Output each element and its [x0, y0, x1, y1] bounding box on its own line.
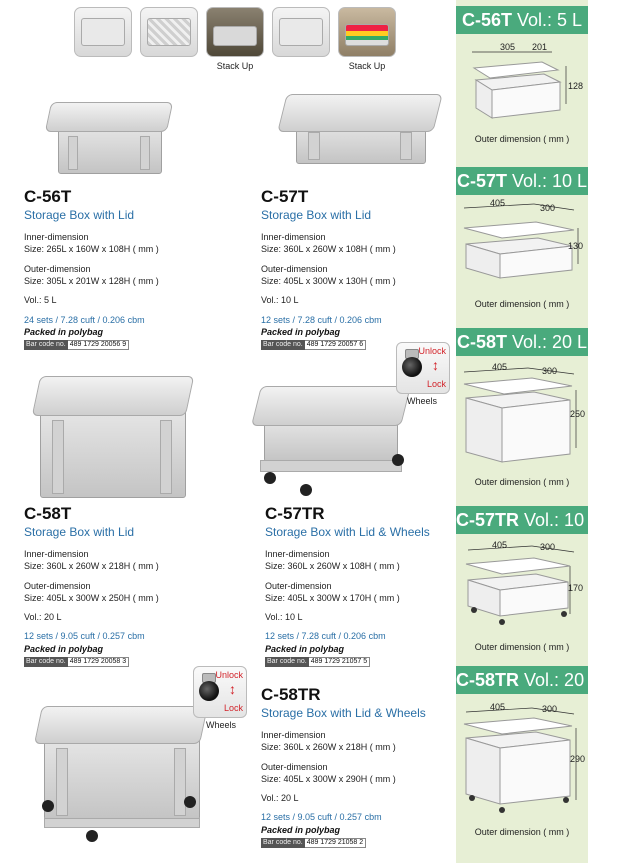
barcode-label: Bar code no.: [263, 839, 303, 846]
spec-caption: Outer dimension ( mm ): [474, 827, 570, 837]
packed-in-polybag: Packed in polybag: [261, 327, 341, 337]
outer-dimension-label: Outer-dimension: [24, 264, 91, 274]
dimension-height: 128: [568, 81, 584, 91]
spec-caption: Outer dimension ( mm ): [474, 477, 570, 487]
barcode: [261, 340, 366, 350]
dimension-width: 300: [540, 542, 556, 552]
up-down-arrow-icon: ↕: [229, 681, 236, 697]
outer-dimension-size: Size: 305L x 201W x 128H ( mm ): [24, 276, 159, 286]
spec-title: C-56T Vol.: 5 L: [456, 6, 588, 34]
wheels-caption: Wheels: [206, 720, 237, 730]
product-subtitle: Storage Box with Lid & Wheels: [261, 706, 426, 720]
inner-dimension-label: Inner-dimension: [261, 232, 326, 242]
spec-caption: Outer dimension ( mm ): [474, 134, 570, 144]
inner-dimension-label: Inner-dimension: [265, 549, 330, 559]
dimension-length: 405: [490, 702, 506, 712]
dimension-height: 290: [570, 754, 586, 764]
inner-dimension-label: Inner-dimension: [24, 549, 89, 559]
product-subtitle: Storage Box with Lid: [24, 525, 135, 539]
wheels-caption: Wheels: [407, 396, 438, 406]
outer-dimension-label: Outer-dimension: [24, 581, 91, 591]
product-code: C-57T: [261, 187, 309, 206]
volume: Vol.: 20 L: [24, 612, 62, 622]
barcode: [24, 340, 129, 350]
inner-dimension-size: Size: 360L x 260W x 218H ( mm ): [24, 561, 159, 571]
castor-wheel-icon: [199, 681, 219, 701]
lock-label: Lock: [426, 379, 446, 389]
outer-dimension-size: Size: 405L x 300W x 170H ( mm ): [265, 593, 400, 603]
inner-dimension-size: Size: 265L x 160W x 108H ( mm ): [24, 244, 159, 254]
unlock-label: Unlock: [215, 670, 243, 680]
packing-sets: 12 sets / 9.05 cuft / 0.257 cbm: [24, 631, 145, 641]
barcode-number: 489 1729 20056 9: [68, 340, 129, 350]
dimension-width: 300: [542, 366, 558, 376]
inner-dimension-label: Inner-dimension: [261, 730, 326, 740]
product-code: C-58TR: [261, 685, 321, 704]
barcode: [265, 657, 370, 667]
barcode: [261, 838, 366, 848]
dimension-width: 300: [542, 704, 558, 714]
barcode-label: Bar code no.: [26, 658, 66, 665]
wheels-lock-badge: [396, 342, 450, 394]
packed-in-polybag: Packed in polybag: [265, 644, 345, 654]
inner-dimension-size: Size: 360L x 260W x 108H ( mm ): [261, 244, 396, 254]
volume: Vol.: 10 L: [265, 612, 303, 622]
inner-dimension-label: Inner-dimension: [24, 232, 89, 242]
barcode-label: Bar code no.: [267, 658, 307, 665]
lock-label: Lock: [223, 703, 243, 713]
barcode-number: 489 1729 21058 2: [305, 838, 366, 848]
dimension-diagram: [456, 362, 588, 474]
dimension-height: 250: [570, 409, 586, 419]
barcode-label: Bar code no.: [26, 341, 66, 348]
packed-in-polybag: Packed in polybag: [24, 644, 104, 654]
packing-sets: 12 sets / 7.28 cuft / 0.206 cbm: [261, 315, 382, 325]
dimension-diagram: [456, 538, 588, 640]
outer-dimension-size: Size: 405L x 300W x 250H ( mm ): [24, 593, 159, 603]
wheels-lock-badge: [193, 666, 247, 718]
dimension-length: 405: [490, 198, 506, 208]
outer-dimension-label: Outer-dimension: [261, 762, 328, 772]
volume: Vol.: 5 L: [24, 295, 57, 305]
thumbnail-lid-detail: [140, 7, 198, 57]
barcode-number: 489 1729 20057 6: [305, 340, 366, 350]
product-subtitle: Storage Box with Lid: [261, 208, 372, 222]
dimension-width: 201: [532, 42, 548, 52]
volume: Vol.: 20 L: [261, 793, 299, 803]
product-code: C-56T: [24, 187, 72, 206]
volume: Vol.: 10 L: [261, 295, 299, 305]
unlock-label: Unlock: [418, 346, 446, 356]
spec-title: C-57T Vol.: 10 L: [456, 167, 588, 195]
thumbnail-stack-up-car: [206, 7, 264, 57]
packed-in-polybag: Packed in polybag: [261, 825, 341, 835]
outer-dimension-label: Outer-dimension: [261, 264, 328, 274]
dimension-width: 300: [540, 203, 556, 213]
outer-dimension-size: Size: 405L x 300W x 130H ( mm ): [261, 276, 396, 286]
thumbnail-caption: Stack Up: [216, 61, 254, 71]
dimension-height: 170: [568, 583, 584, 593]
dimension-length: 305: [500, 42, 516, 52]
dimension-diagram: [456, 198, 588, 293]
spec-caption: Outer dimension ( mm ): [474, 642, 570, 652]
packing-sets: 12 sets / 7.28 cuft / 0.206 cbm: [265, 631, 386, 641]
spec-title: C-58TR Vol.: 20 L: [456, 666, 588, 694]
product-photo-c57t: [278, 88, 442, 170]
packed-in-polybag: Packed in polybag: [24, 327, 104, 337]
dimension-diagram: [456, 700, 588, 822]
packing-sets: 24 sets / 7.28 cuft / 0.206 cbm: [24, 315, 145, 325]
dimension-length: 405: [492, 362, 508, 372]
dimension-height: 130: [568, 241, 584, 251]
packing-sets: 12 sets / 9.05 cuft / 0.257 cbm: [261, 812, 382, 822]
product-subtitle: Storage Box with Lid & Wheels: [265, 525, 430, 539]
inner-dimension-size: Size: 360L x 260W x 218H ( mm ): [261, 742, 396, 752]
dimension-length: 405: [492, 540, 508, 550]
castor-wheel-icon: [402, 357, 422, 377]
barcode-number: 489 1729 21057 5: [309, 657, 370, 667]
thumbnail-box-with-lid: [74, 7, 132, 57]
product-photo-c58tr: [34, 700, 212, 850]
dimension-diagram: [456, 40, 588, 130]
spec-title: C-57TR Vol.: 10 L: [456, 506, 588, 534]
barcode: [24, 657, 129, 667]
product-photo-c56t: [44, 96, 174, 178]
product-photo-c58t: [30, 368, 196, 504]
outer-dimension-label: Outer-dimension: [265, 581, 332, 591]
barcode-number: 489 1729 20058 3: [68, 657, 129, 667]
product-subtitle: Storage Box with Lid: [24, 208, 135, 222]
spec-caption: Outer dimension ( mm ): [474, 299, 570, 309]
up-down-arrow-icon: ↕: [432, 357, 439, 373]
product-code: C-57TR: [265, 504, 325, 523]
thumbnail-caption: Stack Up: [348, 61, 386, 71]
thumbnail-stack-up-filled: [338, 7, 396, 57]
product-code: C-58T: [24, 504, 72, 523]
inner-dimension-size: Size: 360L x 260W x 108H ( mm ): [265, 561, 400, 571]
spec-title: C-58T Vol.: 20 L: [456, 328, 588, 356]
thumbnail-stack-up-boxes: [272, 7, 330, 57]
barcode-label: Bar code no.: [263, 341, 303, 348]
product-photo-c57tr: [252, 378, 410, 502]
outer-dimension-size: Size: 405L x 300W x 290H ( mm ): [261, 774, 396, 784]
